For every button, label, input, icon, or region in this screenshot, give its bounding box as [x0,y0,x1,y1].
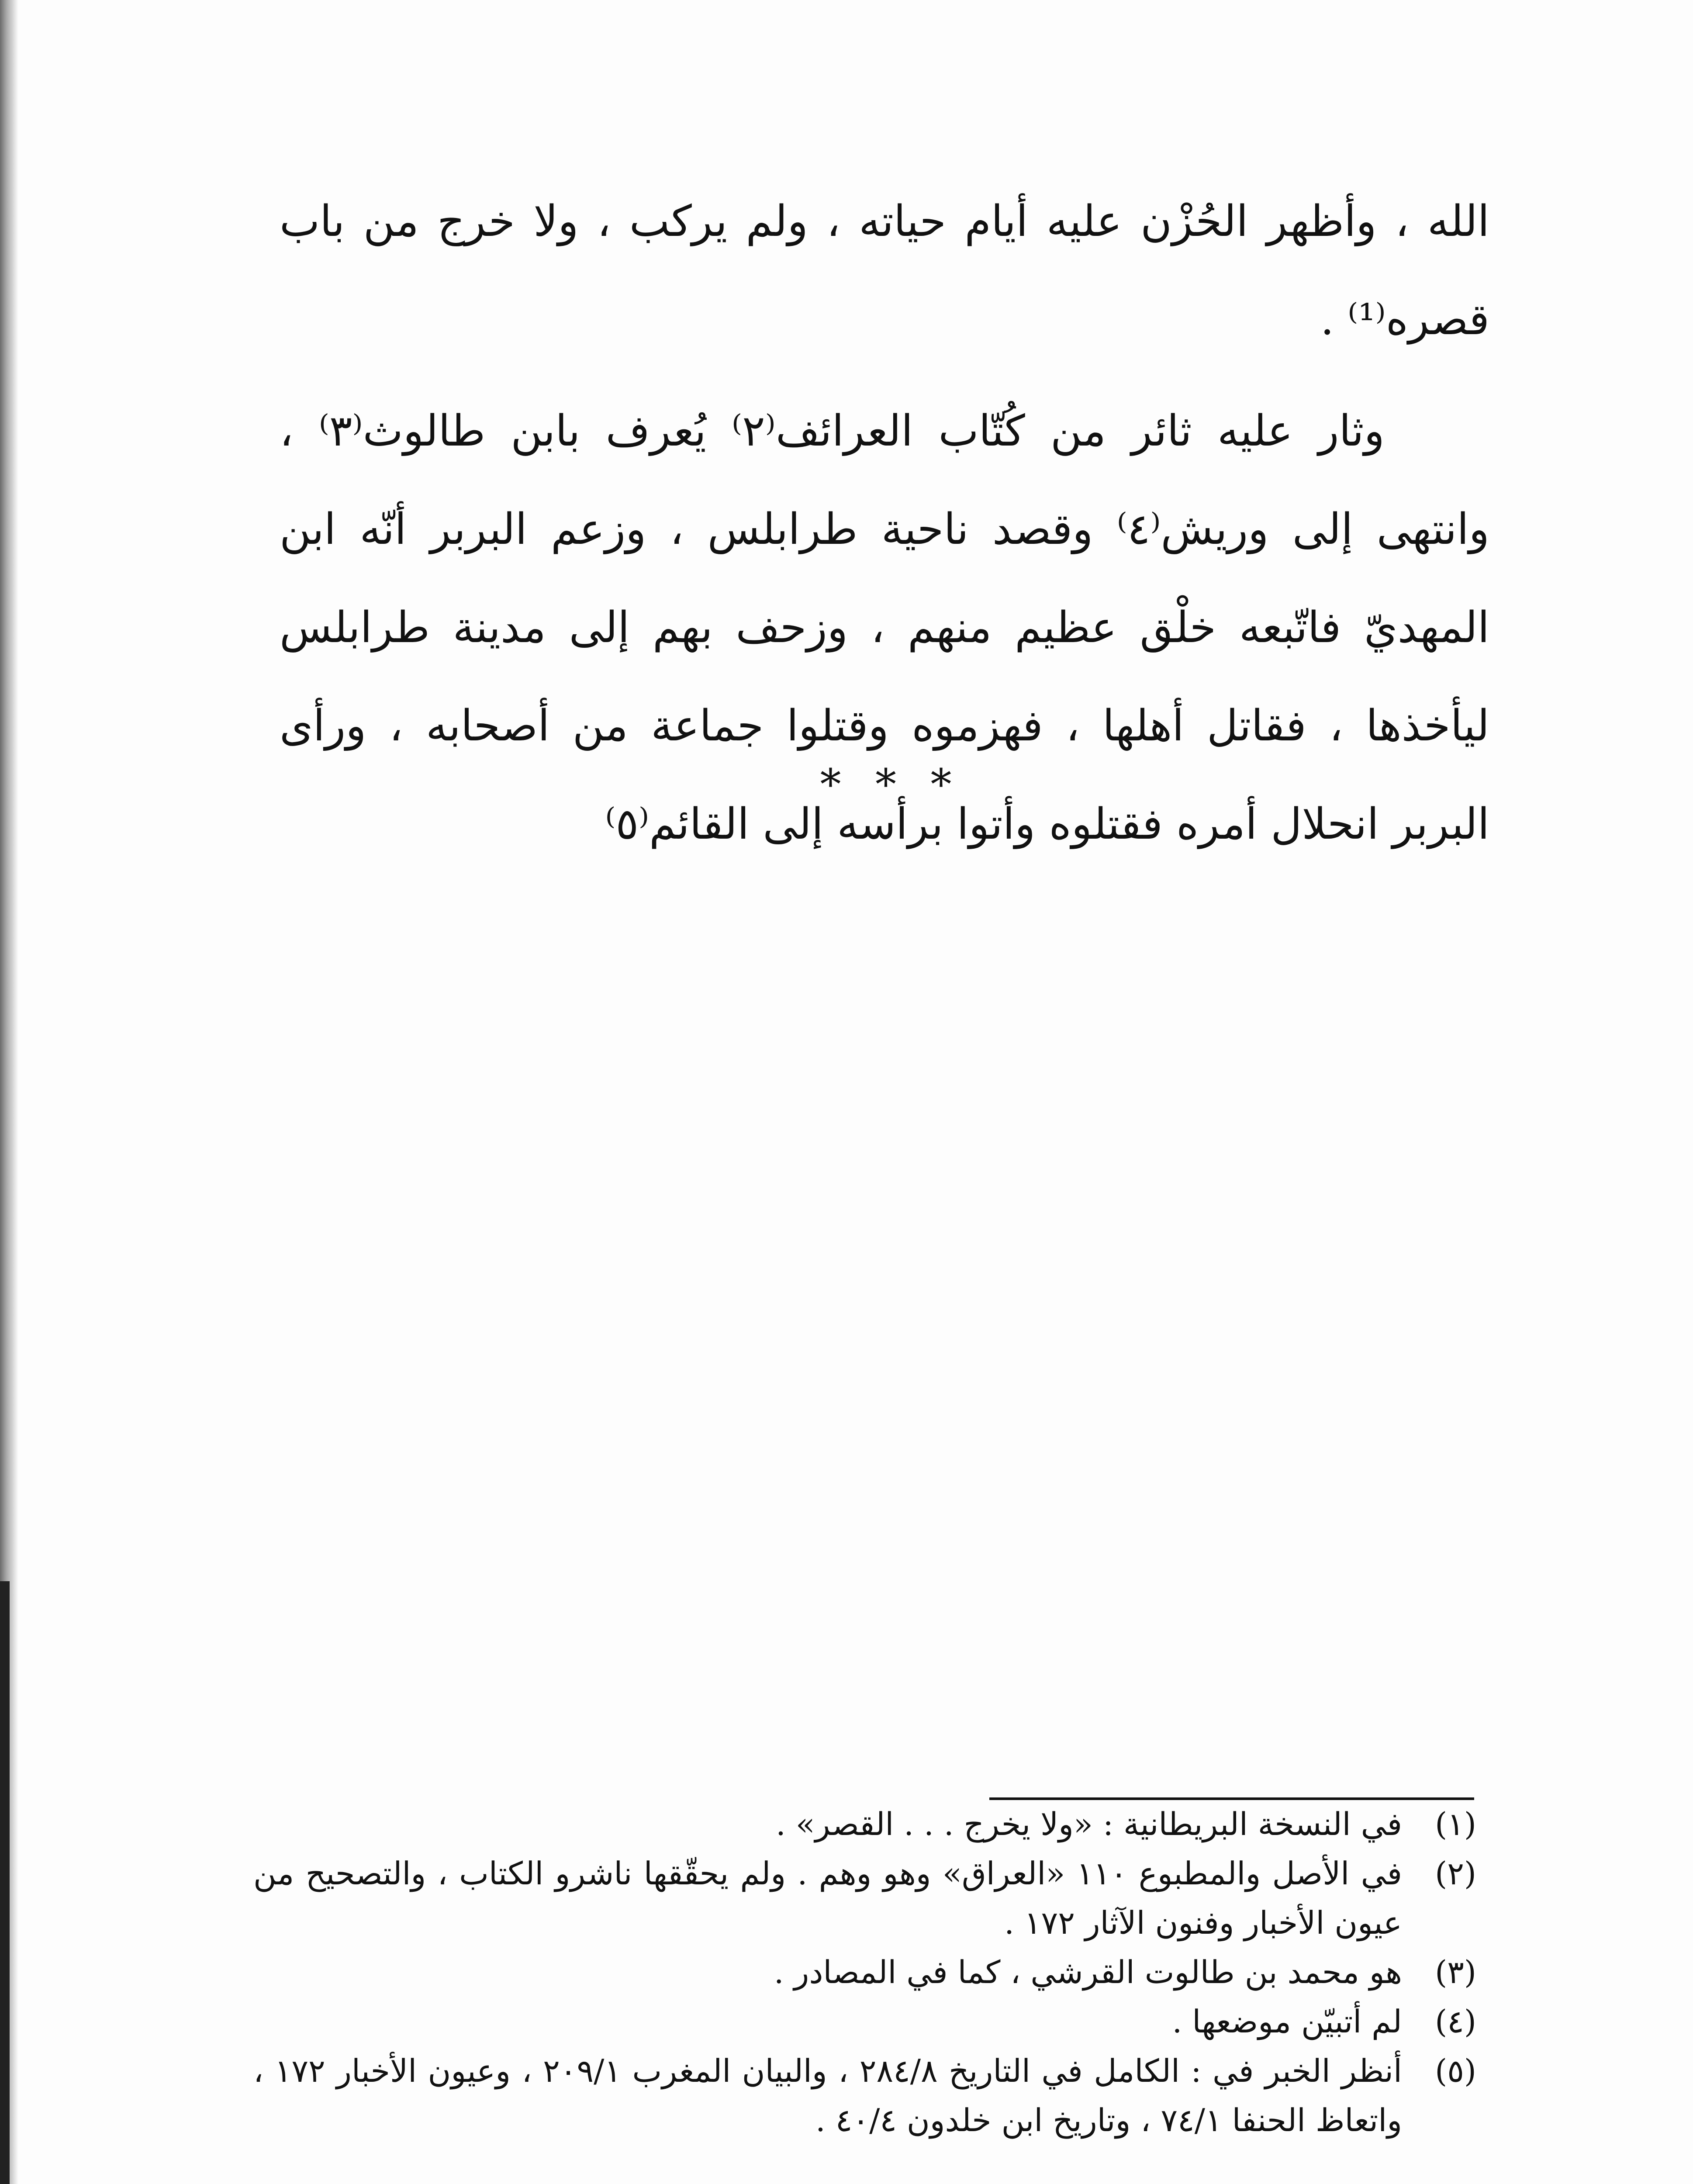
footnote [253,1800,1476,1849]
footnote-text: أنظر الخبر في : الكامل في التاريخ ٢٨٤/٨ ، والبيان المغرب ٢٠٩/١ ، وعيون الأخبار ١٧٢ ، واتعاظ الحنفا ٧٤/١ ، وتاريخ ابن خلدون ٤٠/٤ . [253,2053,1402,2139]
section-separator: * * * [820,760,962,809]
footnote [253,1997,1476,2046]
footnote [253,1849,1476,1948]
footnote-text: هو محمد بن طالوت القرشي ، كما في المصادر . [774,1954,1402,1990]
paragraph: الله ، وأظهر الحُزْن عليه أيام حياته ، ولم يركب ، ولا خرج من باب قصره⁽¹⁾ . [280,197,1489,345]
footnote-number: (٥) [1435,2053,1476,2089]
footnote-text: لم أتبيّن موضعها . [1172,2003,1402,2040]
footnotes [253,1800,1476,2145]
footnote-number: (٣) [1435,1954,1476,1990]
footnote-number: (٤) [1435,2003,1476,2040]
scan-binding-shadow [0,1581,10,2184]
footnote-number: (١) [1435,1806,1476,1842]
footnote-text: في الأصل والمطبوع ١١٠ «العراق» وهو وهم . ولم يحقّقها ناشرو الكتاب ، والتصحيح من عيون الأخبار وفنون الآثار ١٧٢ . [253,1855,1403,1941]
footnote-number: (٢) [1435,1855,1476,1892]
footnote [253,1948,1476,1997]
footnote [253,2046,1476,2145]
footnote-text: في النسخة البريطانية : «ولا يخرج . . . القصر» . [775,1806,1402,1842]
paragraph: وثار عليه ثائر من كُتّاب العرائف⁽٢⁾ يُعرف بابن طالوث⁽٣⁾ ، وانتهى إلى وريش⁽٤⁾ وقصد ناحية طرابلس ، وزعم البربر أنّه ابن المهديّ فاتّبعه خلْق عظيم منهم ، وزحف بهم إلى مدينة طرابلس ليأخذها ، فقاتل أهلها ، فهزموه وقتلوا جماعة من أصحابه ، ورأى البربر انحلال أمره فقتلوه وأتوا برأسه إلى القائم⁽٥⁾ [280,406,1489,849]
